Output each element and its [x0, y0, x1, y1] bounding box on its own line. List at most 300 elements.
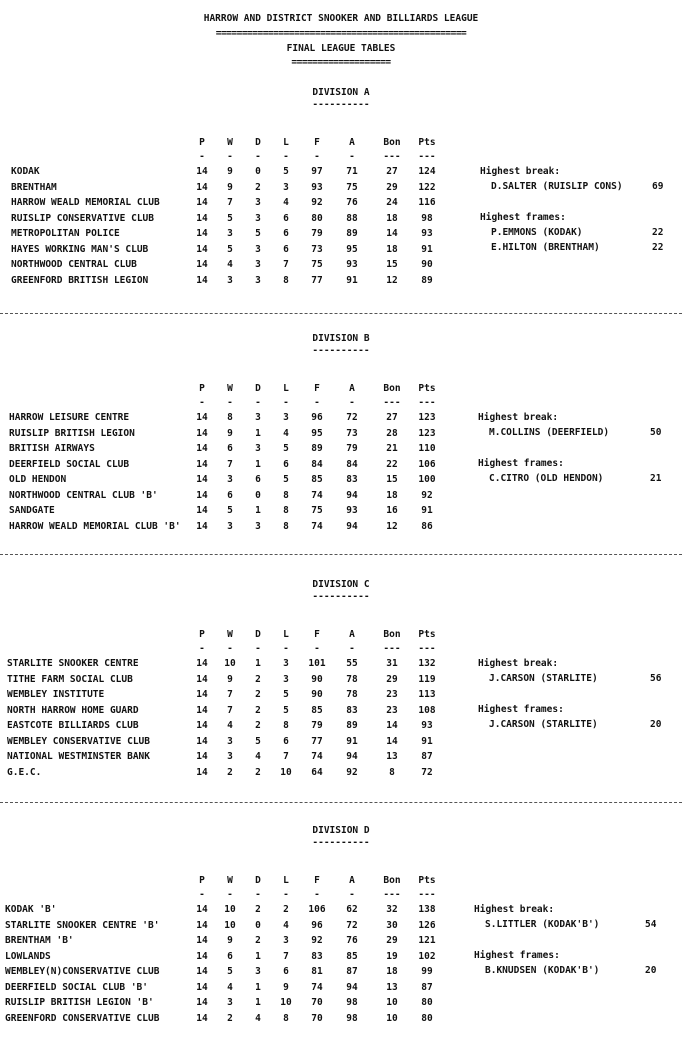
stat-cell: 84	[346, 458, 358, 470]
stat-cell: 14	[196, 966, 208, 977]
stat-cell: 87	[346, 966, 358, 977]
stat-cell: 80	[421, 997, 433, 1008]
stat-cell: 18	[386, 243, 398, 255]
column-header: P	[199, 383, 205, 394]
highest-frames-value: 20	[645, 965, 657, 976]
stat-cell: 72	[346, 919, 358, 931]
stat-cell: 77	[311, 735, 323, 747]
column-header: D	[255, 383, 261, 394]
division-title: DIVISION B	[312, 333, 370, 344]
column-underline: -	[314, 151, 320, 162]
column-header: W	[227, 383, 233, 394]
column-underline: ---	[418, 643, 436, 654]
stat-cell: 0	[255, 489, 261, 501]
stat-cell: 14	[196, 520, 208, 532]
stat-cell: 6	[283, 458, 289, 470]
stat-cell: 85	[311, 704, 323, 716]
stat-cell: 18	[386, 489, 398, 501]
document-subtitle: FINAL LEAGUE TABLES	[286, 43, 396, 54]
team-name: STARLITE SNOOKER CENTRE 'B'	[5, 919, 160, 931]
division-underline: ----------	[312, 345, 370, 356]
stat-cell: 14	[196, 689, 208, 700]
column-header: W	[227, 875, 233, 886]
stat-cell: 7	[227, 689, 233, 700]
stat-cell: 16	[386, 505, 398, 516]
column-header: W	[227, 629, 233, 640]
stat-cell: 5	[283, 166, 289, 177]
stat-cell: 14	[196, 935, 208, 946]
stat-cell: 3	[227, 997, 233, 1008]
stat-cell: 4	[227, 259, 233, 270]
stat-cell: 92	[346, 766, 358, 778]
document-title: HARROW AND DISTRICT SNOOKER AND BILLIARDS LEAGUE	[203, 13, 479, 24]
stat-cell: 73	[346, 427, 358, 439]
stat-cell: 76	[346, 935, 358, 946]
stat-cell: 3	[283, 935, 289, 946]
subtitle-underline: ===================	[291, 57, 391, 68]
stat-cell: 3	[255, 274, 261, 286]
stat-cell: 93	[311, 181, 323, 193]
stat-cell: 75	[346, 181, 358, 193]
stat-cell: 55	[346, 658, 358, 669]
stat-cell: 1	[255, 458, 261, 470]
highest-break-player: D.SALTER (RUISLIP CONS)	[491, 181, 623, 192]
stat-cell: 123	[418, 427, 436, 439]
highest-frames-value: 22	[652, 242, 664, 253]
stat-cell: 89	[421, 274, 433, 286]
stat-cell: 14	[196, 443, 208, 454]
column-header: P	[199, 875, 205, 886]
column-header: Bon	[383, 629, 401, 640]
section-separator	[0, 554, 682, 555]
stat-cell: 14	[196, 412, 208, 423]
stat-cell: 123	[418, 412, 436, 423]
stat-cell: 10	[386, 997, 398, 1008]
team-name: WEMBLEY(N)CONSERVATIVE CLUB	[5, 966, 160, 977]
stat-cell: 5	[227, 505, 233, 516]
stat-cell: 8	[389, 766, 395, 778]
stat-cell: 4	[283, 197, 289, 208]
stat-cell: 3	[227, 228, 233, 239]
stat-cell: 30	[386, 919, 398, 931]
stat-cell: 14	[196, 166, 208, 177]
stat-cell: 12	[386, 274, 398, 286]
stat-cell: 94	[346, 520, 358, 532]
column-underline: -	[283, 397, 289, 408]
column-underline: -	[199, 151, 205, 162]
stat-cell: 23	[386, 689, 398, 700]
stat-cell: 77	[311, 274, 323, 286]
column-underline: -	[255, 643, 261, 654]
column-header: L	[283, 875, 289, 886]
stat-cell: 8	[283, 489, 289, 501]
stat-cell: 5	[227, 966, 233, 977]
stat-cell: 87	[421, 981, 433, 993]
stat-cell: 70	[311, 1012, 323, 1024]
division-title: DIVISION C	[312, 579, 370, 590]
column-header: D	[255, 875, 261, 886]
team-name: RUISLIP CONSERVATIVE CLUB	[11, 212, 154, 224]
stat-cell: 6	[283, 735, 289, 747]
highest-frames-label: Highest frames:	[474, 950, 560, 961]
highest-break-value: 50	[650, 427, 662, 438]
stat-cell: 14	[196, 197, 208, 208]
highest-break-player: S.LITTLER (KODAK'B')	[485, 919, 600, 930]
stat-cell: 21	[386, 443, 398, 454]
stat-cell: 24	[386, 197, 398, 208]
highest-break-player: J.CARSON (STARLITE)	[489, 673, 598, 684]
stat-cell: 4	[227, 981, 233, 993]
stat-cell: 89	[346, 228, 358, 239]
stat-cell: 14	[196, 489, 208, 501]
stat-cell: 14	[196, 950, 208, 962]
stat-cell: 91	[421, 735, 433, 747]
column-header: L	[283, 137, 289, 148]
column-underline: -	[314, 643, 320, 654]
stat-cell: 138	[418, 904, 436, 915]
team-name: TITHE FARM SOCIAL CLUB	[7, 673, 133, 685]
stat-cell: 2	[255, 704, 261, 716]
team-name: OLD HENDON	[9, 474, 67, 485]
stat-cell: 87	[421, 751, 433, 762]
stat-cell: 6	[227, 443, 233, 454]
section-separator	[0, 313, 682, 314]
stat-cell: 110	[418, 443, 436, 454]
stat-cell: 2	[227, 766, 233, 778]
division-underline: ----------	[312, 837, 370, 848]
stat-cell: 5	[255, 735, 261, 747]
stat-cell: 75	[311, 259, 323, 270]
team-name: HARROW WEALD MEMORIAL CLUB	[11, 197, 160, 208]
team-name: EASTCOTE BILLIARDS CLUB	[7, 720, 139, 731]
stat-cell: 14	[196, 1012, 208, 1024]
stat-cell: 14	[196, 458, 208, 470]
stat-cell: 5	[283, 689, 289, 700]
stat-cell: 5	[255, 228, 261, 239]
stat-cell: 28	[386, 427, 398, 439]
column-underline: -	[255, 151, 261, 162]
stat-cell: 84	[311, 458, 323, 470]
stat-cell: 64	[311, 766, 323, 778]
stat-cell: 14	[196, 673, 208, 685]
stat-cell: 4	[227, 720, 233, 731]
stat-cell: 90	[311, 689, 323, 700]
stat-cell: 3	[227, 520, 233, 532]
stat-cell: 18	[386, 966, 398, 977]
highest-frames-player: C.CITRO (OLD HENDON)	[489, 473, 604, 484]
team-name: RUISLIP BRITISH LEGION 'B'	[5, 997, 154, 1008]
highest-frames-player: E.HILTON (BRENTHAM)	[491, 242, 600, 253]
stat-cell: 3	[227, 735, 233, 747]
stat-cell: 10	[224, 904, 236, 915]
highest-frames-player: B.KNUDSEN (KODAK'B')	[485, 965, 600, 976]
column-header: Bon	[383, 383, 401, 394]
column-underline: -	[227, 643, 233, 654]
column-header: F	[314, 875, 320, 886]
stat-cell: 70	[311, 997, 323, 1008]
stat-cell: 7	[283, 950, 289, 962]
stat-cell: 3	[255, 966, 261, 977]
stat-cell: 91	[421, 505, 433, 516]
stat-cell: 1	[255, 997, 261, 1008]
team-name: NORTHWOOD CENTRAL CLUB 'B'	[9, 489, 158, 501]
stat-cell: 93	[346, 259, 358, 270]
stat-cell: 100	[418, 474, 436, 485]
stat-cell: 78	[346, 673, 358, 685]
stat-cell: 14	[196, 997, 208, 1008]
stat-cell: 92	[311, 197, 323, 208]
column-underline: ---	[383, 643, 401, 654]
stat-cell: 10	[280, 997, 292, 1008]
column-underline: -	[349, 889, 355, 900]
column-header: Pts	[418, 137, 436, 148]
team-name: NATIONAL WESTMINSTER BANK	[7, 751, 150, 762]
stat-cell: 121	[418, 935, 436, 946]
stat-cell: 8	[283, 720, 289, 731]
stat-cell: 6	[283, 966, 289, 977]
stat-cell: 90	[311, 673, 323, 685]
stat-cell: 78	[346, 689, 358, 700]
column-underline: -	[314, 397, 320, 408]
column-header: F	[314, 383, 320, 394]
highest-break-label: Highest break:	[480, 166, 561, 177]
column-underline: -	[283, 643, 289, 654]
stat-cell: 6	[283, 228, 289, 239]
stat-cell: 9	[227, 181, 233, 193]
stat-cell: 14	[196, 427, 208, 439]
stat-cell: 7	[227, 197, 233, 208]
stat-cell: 5	[283, 704, 289, 716]
stat-cell: 29	[386, 935, 398, 946]
stat-cell: 91	[346, 735, 358, 747]
highest-frames-value: 20	[650, 719, 662, 730]
highest-frames-player: J.CARSON (STARLITE)	[489, 719, 598, 730]
stat-cell: 22	[386, 458, 398, 470]
column-underline: ---	[418, 889, 436, 900]
column-underline: -	[255, 889, 261, 900]
column-header: A	[349, 137, 355, 148]
column-header: A	[349, 383, 355, 394]
stat-cell: 2	[255, 181, 261, 193]
stat-cell: 3	[227, 274, 233, 286]
column-header: F	[314, 629, 320, 640]
stat-cell: 132	[418, 658, 436, 669]
column-header: L	[283, 383, 289, 394]
stat-cell: 12	[386, 520, 398, 532]
stat-cell: 2	[255, 673, 261, 685]
stat-cell: 3	[255, 243, 261, 255]
stat-cell: 108	[418, 704, 436, 716]
stat-cell: 3	[283, 673, 289, 685]
stat-cell: 94	[346, 489, 358, 501]
stat-cell: 86	[421, 520, 433, 532]
stat-cell: 79	[311, 228, 323, 239]
highest-break-value: 56	[650, 673, 662, 684]
stat-cell: 74	[311, 520, 323, 532]
stat-cell: 2	[255, 766, 261, 778]
stat-cell: 31	[386, 658, 398, 669]
stat-cell: 4	[283, 919, 289, 931]
stat-cell: 6	[283, 212, 289, 224]
stat-cell: 79	[346, 443, 358, 454]
stat-cell: 14	[386, 720, 398, 731]
stat-cell: 5	[283, 443, 289, 454]
stat-cell: 14	[196, 720, 208, 731]
stat-cell: 0	[255, 166, 261, 177]
stat-cell: 2	[283, 904, 289, 915]
column-header: D	[255, 629, 261, 640]
column-underline: ---	[418, 397, 436, 408]
team-name: WEMBLEY CONSERVATIVE CLUB	[7, 735, 150, 747]
column-header: D	[255, 137, 261, 148]
team-name: DEERFIELD SOCIAL CLUB 'B'	[5, 981, 148, 993]
stat-cell: 116	[418, 197, 436, 208]
team-name: BRITISH AIRWAYS	[9, 443, 95, 454]
stat-cell: 76	[346, 197, 358, 208]
stat-cell: 4	[255, 751, 261, 762]
highest-frames-value: 21	[650, 473, 662, 484]
highest-break-label: Highest break:	[478, 658, 559, 669]
stat-cell: 89	[311, 443, 323, 454]
stat-cell: 98	[346, 997, 358, 1008]
stat-cell: 74	[311, 751, 323, 762]
stat-cell: 15	[386, 259, 398, 270]
stat-cell: 14	[196, 181, 208, 193]
column-underline: ---	[418, 151, 436, 162]
team-name: KODAK	[11, 166, 40, 177]
stat-cell: 85	[346, 950, 358, 962]
team-name: NORTHWOOD CENTRAL CLUB	[11, 259, 137, 270]
section-separator	[0, 802, 682, 803]
team-name: GREENFORD CONSERVATIVE CLUB	[5, 1012, 160, 1024]
stat-cell: 62	[346, 904, 358, 915]
column-underline: -	[349, 151, 355, 162]
stat-cell: 5	[283, 474, 289, 485]
column-underline: -	[199, 643, 205, 654]
stat-cell: 1	[255, 981, 261, 993]
stat-cell: 5	[227, 212, 233, 224]
stat-cell: 14	[196, 704, 208, 716]
column-header: Pts	[418, 629, 436, 640]
stat-cell: 2	[227, 1012, 233, 1024]
stat-cell: 14	[196, 505, 208, 516]
highest-break-value: 54	[645, 919, 657, 930]
stat-cell: 14	[196, 243, 208, 255]
stat-cell: 7	[283, 259, 289, 270]
stat-cell: 83	[346, 704, 358, 716]
stat-cell: 6	[227, 950, 233, 962]
stat-cell: 2	[255, 689, 261, 700]
column-underline: -	[283, 889, 289, 900]
stat-cell: 7	[227, 704, 233, 716]
team-name: G.E.C.	[7, 766, 42, 778]
column-underline: -	[283, 151, 289, 162]
stat-cell: 93	[421, 720, 433, 731]
team-name: STARLITE SNOOKER CENTRE	[7, 658, 139, 669]
stat-cell: 8	[227, 412, 233, 423]
stat-cell: 14	[196, 735, 208, 747]
team-name: HARROW LEISURE CENTRE	[9, 412, 130, 423]
stat-cell: 1	[255, 950, 261, 962]
stat-cell: 15	[386, 474, 398, 485]
team-name: GREENFORD BRITISH LEGION	[11, 274, 149, 286]
stat-cell: 74	[311, 489, 323, 501]
team-name: RUISLIP BRITISH LEGION	[9, 427, 135, 439]
stat-cell: 2	[255, 720, 261, 731]
stat-cell: 81	[311, 966, 323, 977]
stat-cell: 13	[386, 751, 398, 762]
column-underline: -	[199, 397, 205, 408]
division-title: DIVISION D	[312, 825, 370, 836]
stat-cell: 10	[280, 766, 292, 778]
stat-cell: 13	[386, 981, 398, 993]
column-header: F	[314, 137, 320, 148]
stat-cell: 124	[418, 166, 436, 177]
stat-cell: 4	[283, 427, 289, 439]
highest-frames-label: Highest frames:	[478, 458, 564, 469]
division-title: DIVISION A	[312, 87, 370, 98]
stat-cell: 9	[227, 166, 233, 177]
highest-break-player: M.COLLINS (DEERFIELD)	[489, 427, 610, 438]
stat-cell: 18	[386, 212, 398, 224]
division-underline: ----------	[312, 99, 370, 110]
highest-frames-player: P.EMMONS (KODAK)	[491, 227, 583, 238]
stat-cell: 0	[255, 919, 261, 931]
stat-cell: 29	[386, 673, 398, 685]
stat-cell: 14	[196, 474, 208, 485]
stat-cell: 106	[308, 904, 326, 915]
highest-break-label: Highest break:	[478, 412, 559, 423]
stat-cell: 27	[386, 166, 398, 177]
column-header: P	[199, 629, 205, 640]
stat-cell: 91	[421, 243, 433, 255]
stat-cell: 8	[283, 520, 289, 532]
column-header: Pts	[418, 383, 436, 394]
stat-cell: 14	[196, 766, 208, 778]
team-name: BRENTHAM	[11, 181, 57, 193]
stat-cell: 102	[418, 950, 436, 962]
stat-cell: 7	[227, 458, 233, 470]
stat-cell: 98	[346, 1012, 358, 1024]
stat-cell: 97	[311, 166, 323, 177]
highest-frames-label: Highest frames:	[478, 704, 564, 715]
stat-cell: 6	[283, 243, 289, 255]
stat-cell: 126	[418, 919, 436, 931]
stat-cell: 3	[255, 443, 261, 454]
stat-cell: 9	[227, 935, 233, 946]
stat-cell: 85	[311, 474, 323, 485]
stat-cell: 94	[346, 981, 358, 993]
stat-cell: 14	[196, 904, 208, 915]
stat-cell: 14	[196, 981, 208, 993]
stat-cell: 2	[255, 935, 261, 946]
stat-cell: 3	[255, 259, 261, 270]
stat-cell: 14	[196, 751, 208, 762]
column-underline: -	[227, 397, 233, 408]
stat-cell: 92	[311, 935, 323, 946]
stat-cell: 19	[386, 950, 398, 962]
stat-cell: 6	[227, 489, 233, 501]
column-header: A	[349, 875, 355, 886]
stat-cell: 83	[346, 474, 358, 485]
column-underline: -	[255, 397, 261, 408]
stat-cell: 7	[283, 751, 289, 762]
stat-cell: 106	[418, 458, 436, 470]
stat-cell: 74	[311, 981, 323, 993]
stat-cell: 72	[346, 412, 358, 423]
stat-cell: 6	[255, 474, 261, 485]
column-underline: -	[227, 151, 233, 162]
